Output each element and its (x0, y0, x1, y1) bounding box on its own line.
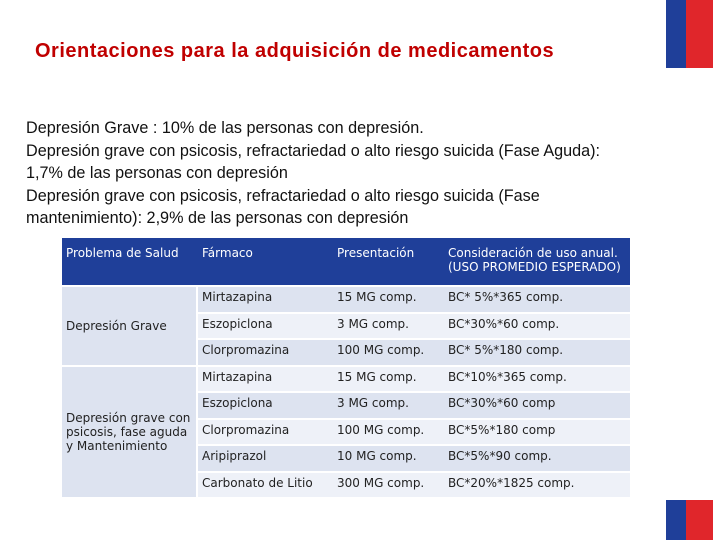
header-presentacion: Presentación (333, 238, 444, 287)
table-row (62, 287, 630, 314)
cell-farmaco: Mirtazapina (198, 287, 333, 314)
cell-farmaco: Mirtazapina (198, 367, 333, 394)
cell-consideracion: BC* 5%*365 comp. (444, 287, 630, 314)
cell-consideracion: BC*10%*365 comp. (444, 367, 630, 394)
cell-farmaco: Eszopiclona (198, 393, 333, 420)
header-consideracion-line2: (USO PROMEDIO ESPERADO) (448, 260, 621, 274)
cell-farmaco: Carbonato de Litio (198, 473, 333, 500)
cell-farmaco: Aripiprazol (198, 446, 333, 473)
header-problema: Problema de Salud (62, 238, 198, 287)
table-row (62, 367, 630, 394)
cell-farmaco: Eszopiclona (198, 314, 333, 341)
cell-consideracion: BC*30%*60 comp (444, 393, 630, 420)
cell-consideracion: BC*5%*90 comp. (444, 446, 630, 473)
header-consideracion (444, 238, 630, 287)
cell-presentacion: 300 MG comp. (333, 473, 444, 500)
cell-consideracion: BC*5%*180 comp (444, 420, 630, 447)
cell-problema: Depresión Grave (62, 287, 198, 367)
medication-table (62, 238, 630, 499)
cell-presentacion: 100 MG comp. (333, 340, 444, 367)
flag-decoration-top (666, 0, 713, 68)
cell-presentacion: 15 MG comp. (333, 287, 444, 314)
paragraph-line: Depresión Grave : 10% de las personas con depresión. (26, 119, 424, 137)
cell-consideracion: BC*20%*1825 comp. (444, 473, 630, 500)
paragraph-line: Depresión grave con psicosis, refractariedad o alto riesgo suicida (Fase (26, 186, 540, 205)
header-consideracion-line1: Consideración de uso anual. (448, 246, 618, 260)
cell-farmaco: Clorpromazina (198, 340, 333, 367)
table-header-row (62, 238, 630, 287)
paragraph-line: mantenimiento): 2,9% de las personas con depresión (26, 209, 409, 227)
cell-consideracion: BC* 5%*180 comp. (444, 340, 630, 367)
flag-decoration-bottom (666, 500, 713, 540)
paragraph-line: Depresión grave con psicosis, refractariedad o alto riesgo suicida (Fase Aguda): (26, 141, 601, 160)
paragraph-line: 1,7% de las personas con depresión (26, 164, 288, 182)
cell-problema: Depresión grave con psicosis, fase aguda y Mantenimiento (62, 367, 198, 500)
cell-presentacion: 15 MG comp. (333, 367, 444, 394)
cell-presentacion: 100 MG comp. (333, 420, 444, 447)
slide-body-text (26, 117, 686, 230)
slide-title: Orientaciones para la adquisición de medicamentos (35, 40, 555, 62)
cell-consideracion: BC*30%*60 comp. (444, 314, 630, 341)
cell-presentacion: 10 MG comp. (333, 446, 444, 473)
header-farmaco: Fármaco (198, 238, 333, 287)
cell-presentacion: 3 MG comp. (333, 314, 444, 341)
cell-presentacion: 3 MG comp. (333, 393, 444, 420)
cell-farmaco: Clorpromazina (198, 420, 333, 447)
